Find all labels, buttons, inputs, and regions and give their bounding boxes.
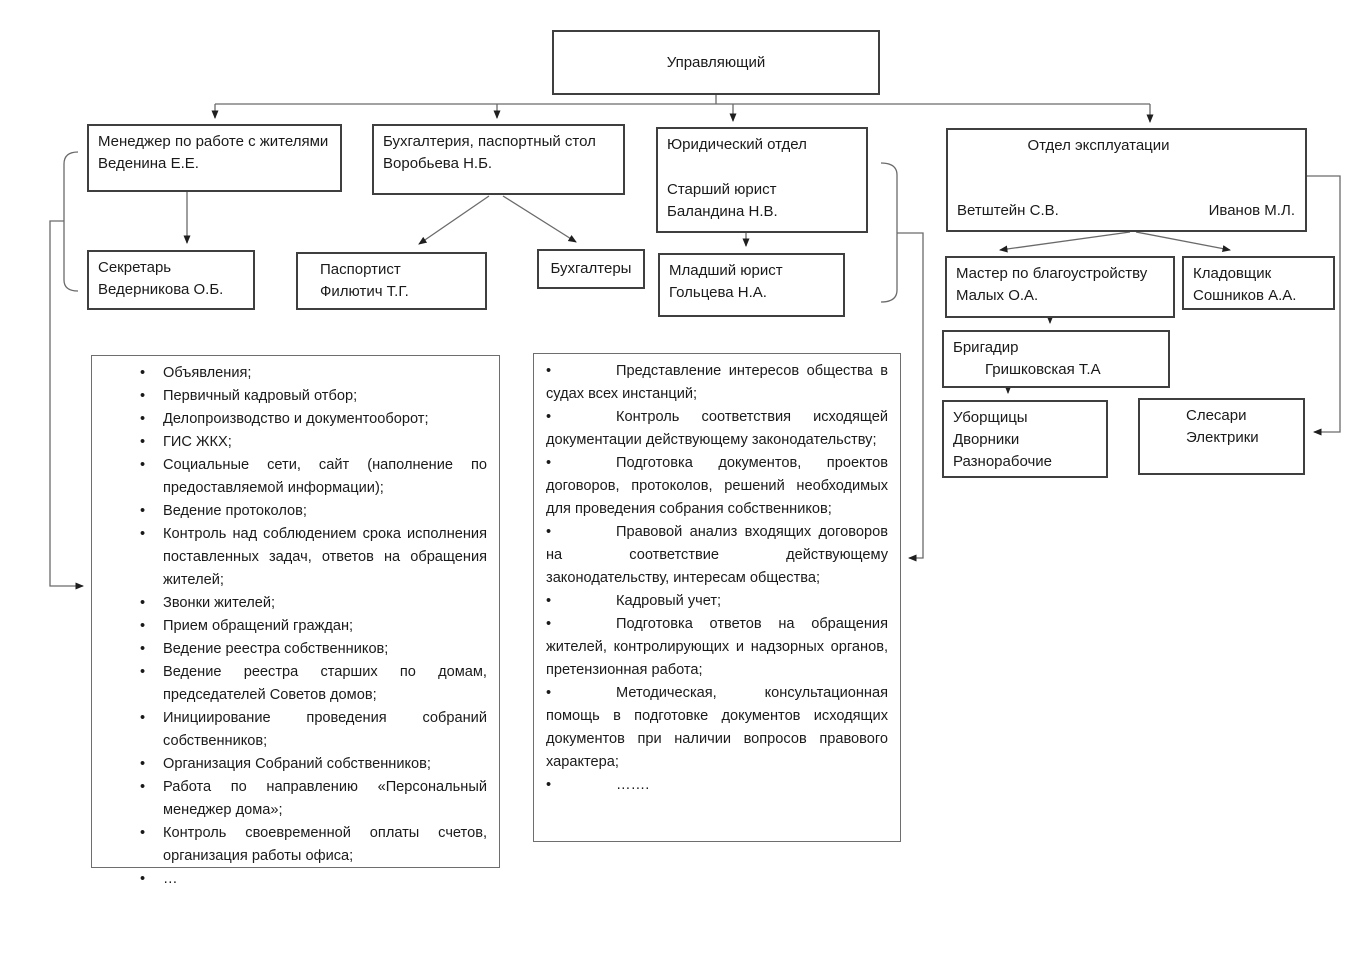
list-item: • ……. — [546, 774, 888, 797]
left-bracket — [64, 152, 78, 291]
dept-title: Отдел эксплуатации — [1027, 137, 1170, 154]
role: Слесари — [1186, 407, 1247, 424]
node-secretary — [87, 250, 255, 310]
node-locksmiths — [1138, 398, 1305, 475]
node-junior-lawyer — [658, 253, 845, 317]
list-item: • Ведение протоколов; — [136, 500, 487, 523]
role: Разнорабочие — [953, 453, 1053, 470]
role: Дворники — [953, 431, 1020, 448]
role: Мастер по благоустройству — [956, 265, 1148, 282]
list-item: • Социальные сети, сайт (наполнение по предоставляемой информации); — [136, 454, 487, 500]
list-item: • Работа по направлению «Персональный менеджер дома»; — [136, 776, 487, 822]
list-item: • Контроль своевременной оплаты счетов, организация работы офиса; — [136, 822, 487, 868]
list-item: • Контроль соответствия исходящей документации действующему законодательству; — [546, 406, 888, 452]
trunk-line — [215, 95, 1150, 104]
node-legal-dept — [656, 127, 868, 233]
dept-title: Менеджер по работе с жителями — [98, 133, 329, 150]
right-bracket — [881, 163, 897, 302]
dept-person: Баландина Н.В. — [667, 203, 778, 220]
list-item: • Представление интересов общества в судах всех инстанций; — [546, 360, 888, 406]
node-passportist — [296, 252, 487, 310]
list-legal-duties — [533, 353, 901, 842]
dept-person-right: Иванов М.Л. — [1208, 202, 1295, 219]
list-item: • … — [136, 868, 487, 891]
list-item: • ГИС ЖКХ; — [136, 431, 487, 454]
left-bracket-to-list — [50, 221, 83, 586]
dept-role: Старший юрист — [667, 181, 777, 198]
list-residents-duties — [91, 355, 500, 887]
role: Паспортист — [320, 261, 401, 278]
residents-duties-items — [92, 356, 499, 897]
role: Кладовщик — [1193, 265, 1272, 282]
person: Гришковская Т.А — [985, 361, 1101, 378]
list-item: • Прием обращений граждан; — [136, 615, 487, 638]
node-manager-label: Управляющий — [666, 53, 766, 71]
list-item: • Ведение реестра старших по домам, председателей Советов домов; — [136, 661, 487, 707]
node-residents-dept — [87, 124, 342, 192]
list-item: • Организация Собраний собственников; — [136, 753, 487, 776]
list-item: • Контроль над соблюдением срока исполнения поставленных задач, ответов на обращения жителей; — [136, 523, 487, 592]
list-item: • Ведение реестра собственников; — [136, 638, 487, 661]
node-manager — [552, 30, 880, 95]
dept-person: Веденина Е.Е. — [98, 155, 199, 172]
node-storekeeper — [1182, 256, 1335, 310]
node-cleaners — [942, 400, 1108, 478]
list-item: • Подготовка ответов на обращения жителей, контролирующих и надзорных органов, претензионная работа; — [546, 613, 888, 682]
role: Бригадир — [953, 339, 1019, 356]
node-operations-dept — [946, 128, 1307, 232]
dept-persons — [948, 200, 1305, 222]
person: Филютич Т.Г. — [320, 283, 409, 300]
list-item: • Делопроизводство и документооборот; — [136, 408, 487, 431]
node-accounting-dept — [372, 124, 625, 195]
role: Бухгалтеры — [550, 260, 632, 277]
legal-duties-items — [534, 354, 900, 803]
role: Уборщицы — [953, 409, 1028, 426]
operations-to-storekeeper — [1136, 232, 1230, 250]
person: Ведерникова О.Б. — [98, 281, 224, 298]
accounting-to-accountants — [503, 196, 576, 242]
node-foreman — [942, 330, 1170, 388]
list-item: • Правовой анализ входящих договоров на соответствие действующему законодательству, интересам общества; — [546, 521, 888, 590]
list-item: • Первичный кадровый отбор; — [136, 385, 487, 408]
person: Гольцева Н.А. — [669, 284, 767, 301]
accounting-to-passportist — [419, 196, 489, 244]
list-item: • Подготовка документов, проектов договоров, протоколов, решений необходимых для проведения собрания собственников; — [546, 452, 888, 521]
dept-title: Юридический отдел — [667, 136, 807, 153]
person: Сошников А.А. — [1193, 287, 1297, 304]
role: Секретарь — [98, 259, 172, 276]
role: Электрики — [1186, 429, 1259, 446]
list-item: • Звонки жителей; — [136, 592, 487, 615]
list-item: • Инициирование проведения собраний собственников; — [136, 707, 487, 753]
node-accountants — [537, 249, 645, 289]
node-improvement-master — [945, 256, 1175, 318]
list-item: • Объявления; — [136, 362, 487, 385]
operations-to-master — [1000, 232, 1130, 250]
list-item: • Методическая, консультационная помощь в подготовке документов исходящих документов при наличии вопросов правового характера; — [546, 682, 888, 774]
person: Малых О.А. — [956, 287, 1039, 304]
list-item: • Кадровый учет; — [546, 590, 888, 613]
role: Младший юрист — [669, 262, 783, 279]
dept-person-left: Ветштейн С.В. — [957, 202, 1059, 219]
dept-title: Бухгалтерия, паспортный стол — [383, 133, 596, 150]
dept-person: Воробьева Н.Б. — [383, 155, 493, 172]
